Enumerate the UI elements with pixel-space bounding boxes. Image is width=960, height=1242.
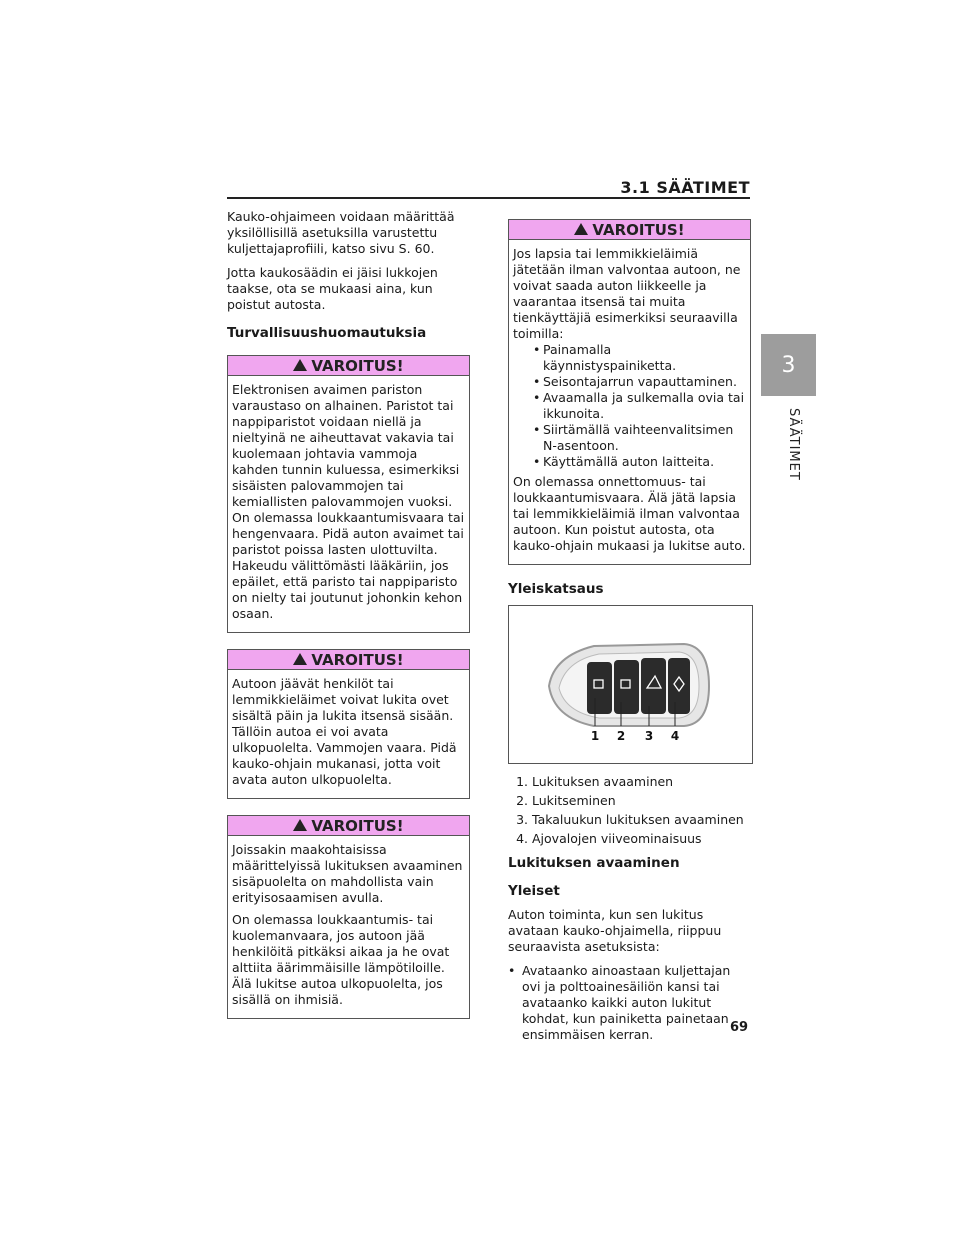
callout-label-3: 3: [644, 729, 654, 743]
overview-heading: Yleiskatsaus: [508, 581, 604, 597]
warning-bullet-list: [513, 342, 746, 470]
warning-triangle-icon: [293, 359, 307, 371]
warning-text: On olemassa onnettomuus- tai loukkaantumisvaara. Älä jätä lapsia tai lemmikkieläimiä ilman valvontaa autoon. Kun poistut autosta, ota kauko-ohjain mukaasi ja lukitse auto.: [513, 474, 746, 553]
unlock-heading: Lukituksen avaaminen: [508, 855, 680, 871]
lock-button-shape: [614, 660, 639, 714]
key-fob-illustration: [509, 606, 752, 763]
warning-header: [509, 220, 750, 240]
warning-text: Joissakin maakohtaisissa määrittelyissä lukituksen avaaminen sisäpuolelta on mahdollista vain erityisosaamisen avulla.: [232, 842, 463, 905]
list-item: • Käyttämällä auton laitteita.: [535, 454, 746, 470]
list-item: 3. Takaluukun lukituksen avaaminen: [532, 812, 751, 828]
header-rule: [227, 197, 750, 199]
list-item: 1. Lukituksen avaaminen: [532, 774, 751, 790]
warning-triangle-icon: [293, 653, 307, 665]
warning-text: Autoon jäävät henkilöt tai lemmikkieläimet voivat lukita ovet sisältä päin ja lukita itsensä sisään. Tällöin autoa ei voi avata ulkopuolelta. Vammojen vaara. Pidä kauko-ohjain mukanasi, jotta voit avata auton ulkopuolelta.: [232, 676, 457, 787]
list-item: • Avataanko ainoastaan kuljettajan ovi ja polttoainesäiliön kansi tai avataanko kaikki auton lukitut kohdat, kun painiketta painetaan ensimmäisen kerran.: [508, 963, 751, 1043]
warning-title: VAROITUS!: [311, 356, 404, 375]
chapter-tab: [761, 334, 816, 396]
warning-header: [228, 650, 469, 670]
tailgate-button-shape: [641, 658, 666, 714]
list-item: 2. Lukitseminen: [532, 793, 751, 809]
chapter-label: SÄÄTIMET: [786, 408, 801, 481]
warning-header: [228, 816, 469, 836]
left-column: [227, 209, 470, 1035]
warning-title: VAROITUS!: [592, 220, 685, 239]
warning-text: Jos lapsia tai lemmikkieläimiä jätetään ilman valvontaa autoon, ne voivat saada auton liikkeelle ja vaarantaa itsensä tai muita tienkäyttäjiä esimerkiksi seuraavilla toimilla:: [513, 246, 741, 341]
callout-label-1: 1: [590, 729, 600, 743]
warning-triangle-icon: [293, 819, 307, 831]
general-heading: Yleiset: [508, 883, 560, 899]
key-fob-figure: [508, 605, 753, 764]
headlight-button-shape: [668, 658, 690, 714]
list-item: 4. Ajovalojen viiveominaisuus: [532, 831, 751, 847]
intro-paragraph-2: Jotta kaukosäädin ei jäisi lukkojen taakse, ota se mukaasi aina, kun poistut autosta.: [227, 265, 438, 312]
warning-text: Elektronisen avaimen pariston varaustaso on alhainen. Paristot tai nappiparistot voidaan niellä ja nieltyinä ne aiheuttavat vakavia tai kuolemaan johtavia vammoja kahden tunnin kuluessa, esimerkiksi sisäisten palovammojen tai kemiallisten palovammojen vuoksi. On olemassa loukkaantumisvaara tai hengenvaara. Pidä auton avaimet tai paristot poissa lasten ulottuvilta. Hakeudu välittömästi lääkäriin, jos epäilet, että paristo tai nappiparisto on nielty tai joutunut johonkin kehon osaan.: [232, 382, 465, 621]
settings-list: [508, 963, 751, 1043]
warning-box-locked-in: [227, 649, 470, 799]
list-item: • Seisontajarrun vapauttaminen.: [535, 374, 746, 390]
safety-heading: Turvallisuushuomautuksia: [227, 325, 427, 341]
chapter-number: 3: [781, 352, 796, 378]
feature-list: [508, 774, 751, 847]
intro-paragraph-1: Kauko-ohjaimeen voidaan määrittää yksilöllisillä asetuksilla varustettu kuljettajaprofiili, katso sivu S. 60.: [227, 209, 455, 256]
warning-triangle-icon: [574, 223, 588, 235]
section-title: 3.1 SÄÄTIMET: [620, 178, 750, 197]
warning-box-interior-unlock: [227, 815, 470, 1019]
warning-title: VAROITUS!: [311, 650, 404, 669]
warning-text: On olemassa loukkaantumis- tai kuolemanvaara, jos autoon jää henkilöitä pitkäksi aikaa ja he ovat alttiita äärimmäisille lämpötiloille. Älä lukitse autoa ulkopuolelta, jos sisällä on ihmisiä.: [232, 912, 450, 1007]
warning-box-battery: [227, 355, 470, 633]
warning-title: VAROITUS!: [311, 816, 404, 835]
warning-box-children: [508, 219, 751, 565]
callout-label-2: 2: [616, 729, 626, 743]
callout-label-4: 4: [670, 729, 680, 743]
list-item: • Avaamalla ja sulkemalla ovia tai ikkunoita.: [535, 390, 746, 422]
warning-header: [228, 356, 469, 376]
list-item: • Siirtämällä vaihteenvalitsimen N-asentoon.: [535, 422, 746, 454]
right-column: [508, 219, 751, 1043]
list-item: • Painamalla käynnistyspainiketta.: [535, 342, 746, 374]
page-number: 69: [730, 1020, 749, 1035]
general-paragraph: Auton toiminta, kun sen lukitus avataan kauko-ohjaimella, riippuu seuraavista asetuksista:: [508, 907, 722, 954]
